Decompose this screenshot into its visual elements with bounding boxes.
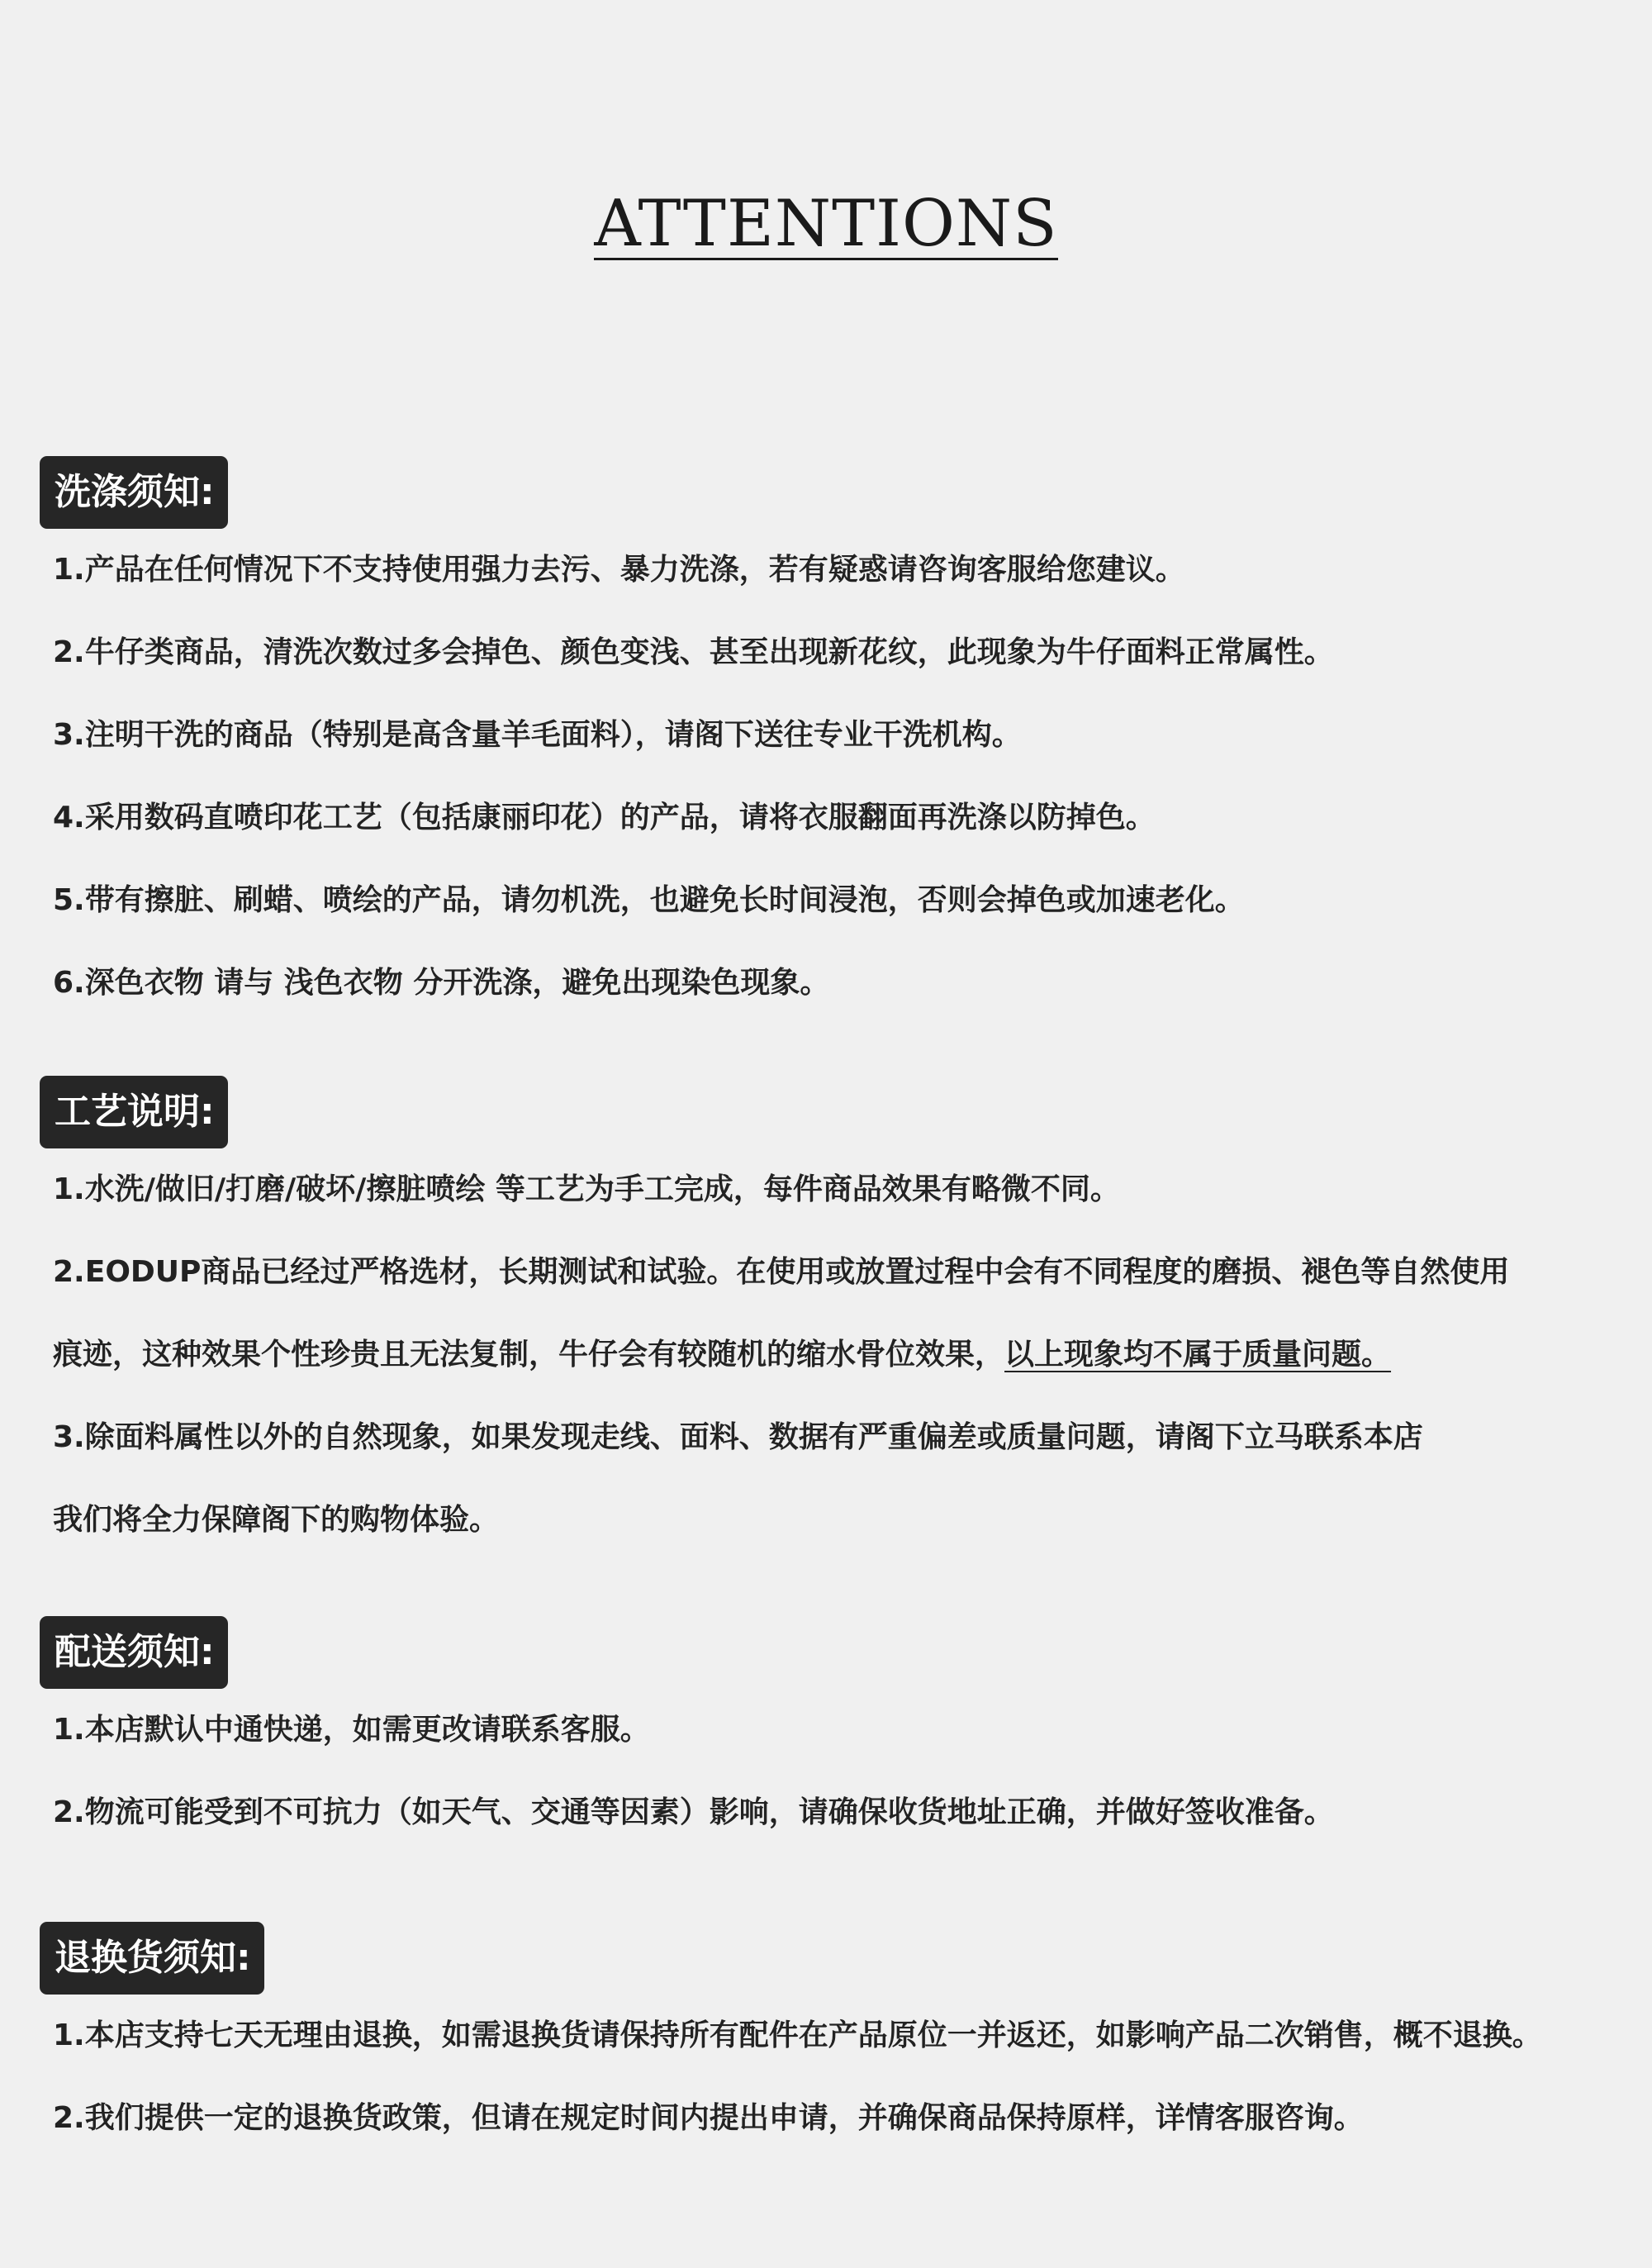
- craft-item-3: 3.除面料属性以外的自然现象，如果发现走线、面料、数据有严重偏差或质量问题，请阁下立马联系本店: [53, 1420, 1423, 1454]
- shipping-section: [40, 1616, 1626, 1854]
- craft-section: [40, 1076, 1626, 1562]
- shipping-item-2: 2.物流可能受到不可抗力（如天气、交通等因素）影响，请确保收货地址正确，并做好签收准备。: [53, 1795, 1334, 1829]
- craft-item-2-continued-text: 痕迹，这种效果个性珍贵且无法复制，牛仔会有较随机的缩水骨位效果，: [53, 1338, 1005, 1372]
- washing-item-3: 3.注明干洗的商品（特别是高含量羊毛面料），请阁下送往专业干洗机构。: [53, 718, 1022, 752]
- shipping-item-1: 1.本店默认中通快递，如需更改请联系客服。: [53, 1713, 650, 1747]
- washing-heading: 洗涤须知:: [40, 456, 228, 529]
- return-item-2: 2.我们提供一定的退换货政策，但请在规定时间内提出申请，并确保商品保持原样，详情客服咨询。: [53, 2101, 1364, 2135]
- craft-item-2-continued: [40, 1314, 1626, 1396]
- washing-section: [40, 456, 1626, 1025]
- craft-item-1: 1.水洗/做旧/打磨/破坏/擦脏喷绘 等工艺为手工完成，每件商品效果有略微不同。: [53, 1172, 1120, 1206]
- washing-item-5: 5.带有擦脏、刷蜡、喷绘的产品，请勿机洗，也避免长时间浸泡，否则会掉色或加速老化。: [53, 883, 1245, 917]
- return-section: [40, 1922, 1626, 2160]
- washing-item-4: 4.采用数码直喷印花工艺（包括康丽印花）的产品，请将衣服翻面再洗涤以防掉色。: [53, 801, 1156, 834]
- page-title: [0, 187, 1652, 261]
- craft-list: [40, 1148, 1626, 1562]
- washing-item-1: 1.产品在任何情况下不支持使用强力去污、暴力洗涤，若有疑惑请咨询客服给您建议。: [53, 553, 1185, 587]
- craft-heading: 工艺说明:: [40, 1076, 228, 1148]
- washing-item-2: 2.牛仔类商品，清洗次数过多会掉色、颜色变浅、甚至出现新花纹，此现象为牛仔面料正常属性。: [53, 635, 1334, 669]
- quality-disclaimer: 以上现象均不属于质量问题。: [1004, 1338, 1392, 1372]
- craft-item-2: 2.EODUP商品已经过严格选材，长期测试和试验。在使用或放置过程中会有不同程度的磨损、褪色等自然使用: [53, 1255, 1510, 1289]
- shipping-list: [40, 1689, 1626, 1854]
- return-list: [40, 1995, 1626, 2160]
- craft-item-3-continued: 我们将全力保障阁下的购物体验。: [53, 1503, 500, 1537]
- washing-item-6: 6.深色衣物 请与 浅色衣物 分开洗涤，避免出现染色现象。: [53, 966, 830, 1000]
- page-title-text: ATTENTIONS: [594, 187, 1058, 261]
- return-item-1: 1.本店支持七天无理由退换，如需退换货请保持所有配件在产品原位一并返还，如影响产品二次销售，概不退换。: [53, 2018, 1542, 2052]
- return-heading: 退换货须知:: [40, 1922, 264, 1995]
- shipping-heading: 配送须知:: [40, 1616, 228, 1689]
- washing-list: [40, 529, 1626, 1025]
